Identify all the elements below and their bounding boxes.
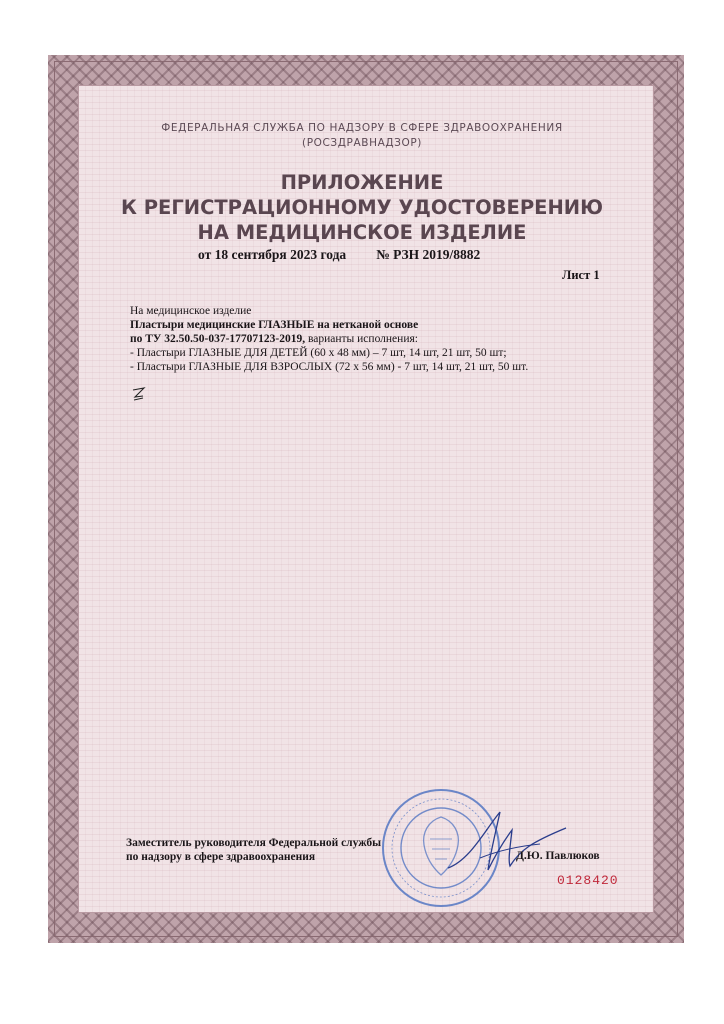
serial-number: 0128420 [557, 873, 619, 888]
end-mark-icon [131, 385, 147, 403]
tu-line [130, 332, 650, 346]
agency-name: ФЕДЕРАЛЬНАЯ СЛУЖБА ПО НАДЗОРУ В СФЕРЕ ЗДРАВООХРАНЕНИЯ [161, 122, 563, 134]
tu-variants-label: варианты исполнения: [305, 333, 418, 345]
document-title-line2: К РЕГИСТРАЦИОННОМУ УДОСТОВЕРЕНИЮ [120, 196, 603, 219]
agency-abbreviation: (РОСЗДРАВНАДЗОР) [302, 137, 422, 149]
registration-line [198, 247, 480, 263]
signatory-position [126, 836, 381, 864]
variant-adults: - Пластыри ГЛАЗНЫЕ ДЛЯ ВЗРОСЛЫХ (72 х 56 мм) - 7 шт, 14 шт, 21 шт, 50 шт. [130, 361, 529, 373]
document-title-line3: НА МЕДИЦИНСКОЕ ИЗДЕЛИЕ [197, 221, 527, 244]
signatory-position-line2: по надзору в сфере здравоохранения [126, 851, 316, 863]
product-name [130, 318, 650, 332]
variant-children: - Пластыри ГЛАЗНЫЕ ДЛЯ ДЕТЕЙ (60 х 48 мм) – 7 шт, 14 шт, 21 шт, 50 шт; [130, 347, 507, 359]
document-body [130, 304, 650, 374]
product-name-text: Пластыри медицинские ГЛАЗНЫЕ на нетканой основе [130, 319, 419, 331]
signatory-position-line1: Заместитель руководителя Федеральной службы [126, 837, 382, 849]
registration-date: от 18 сентября 2023 года [198, 247, 347, 262]
body-intro: На медицинское изделие [130, 305, 252, 317]
signature-icon [440, 800, 570, 880]
tu-number: по ТУ 32.50.50-037-17707123-2019, [130, 333, 306, 345]
sheet-number: Лист 1 [562, 268, 600, 282]
registration-number: № РЗН 2019/8882 [376, 247, 481, 262]
document-title-line1: ПРИЛОЖЕНИЕ [280, 171, 444, 194]
signatory-name: Д.Ю. Павлюков [516, 850, 600, 862]
